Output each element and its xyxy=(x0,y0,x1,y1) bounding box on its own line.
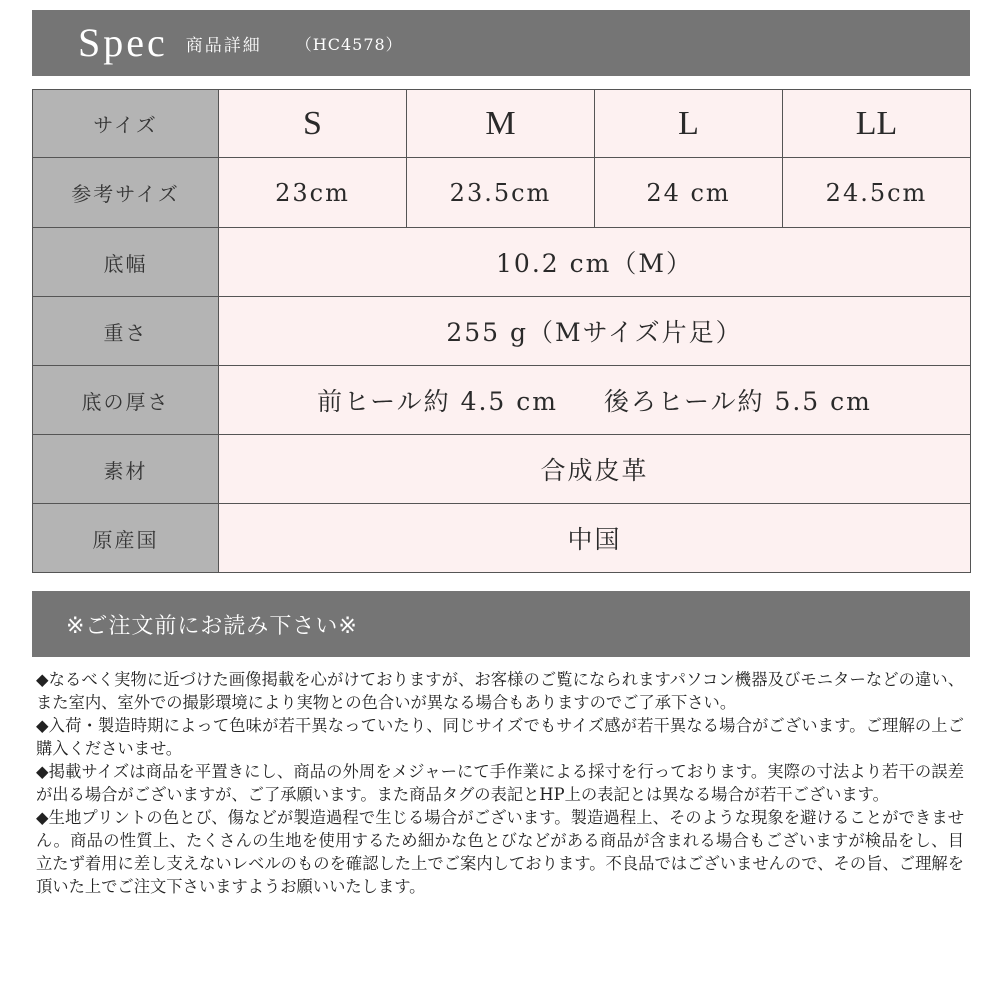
notice-header xyxy=(32,591,970,657)
size-ll: LL xyxy=(783,90,971,158)
note-paragraph: ◆掲載サイズは商品を平置きにし、商品の外周をメジャーにて手作業による採寸を行っております。実際の寸法より若干の誤差が出る場合がございますが、ご了承願います。また商品タグの表記とHP上の表記とは異なる場合が若干ございます。 xyxy=(36,762,964,804)
size-m: M xyxy=(407,90,595,158)
sole-width-label: 底幅 xyxy=(33,228,219,297)
weight-label: 重さ xyxy=(33,297,219,366)
material-label: 素材 xyxy=(33,435,219,504)
origin-label: 原産国 xyxy=(33,504,219,573)
note-paragraph: ◆生地プリントの色とび、傷などが製造過程で生じる場合がございます。製造過程上、そのような現象を避けることができません。商品の性質上、たくさんの生地を使用するため細かな色とびなどがある商品が含まれる場合もございますが検品をし、目立たず着用に差し支えないレベルのものを確認した上でご案内しております。不良品ではございませんので、その旨、ご理解を頂いた上でご注文下さいますようお願いいたします。 xyxy=(36,808,964,896)
size-s: S xyxy=(219,90,407,158)
origin-value: 中国 xyxy=(219,504,971,573)
notice-notes xyxy=(36,668,964,898)
ref-size-label: 参考サイズ xyxy=(33,158,219,228)
origin-row xyxy=(33,504,971,573)
material-value: 合成皮革 xyxy=(219,435,971,504)
notice-title: ※ご注文前にお読み下さい※ xyxy=(66,613,358,639)
size-label: サイズ xyxy=(33,90,219,158)
front-heel-value: 前ヒール約 4.5 cm xyxy=(317,387,558,416)
weight-row xyxy=(33,297,971,366)
back-heel-value: 後ろヒール約 5.5 cm xyxy=(604,387,872,416)
ref-size-s: 23cm xyxy=(219,158,407,228)
note-paragraph: ◆なるべく実物に近づけた画像掲載を心がけておりますが、お客様のご覧になられますパソコン機器及びモニターなどの違い、また室内、室外での撮影環境により実物との色合いが異なる場合もありますのでご了承下さい。 xyxy=(36,670,964,712)
ref-size-l: 24 cm xyxy=(595,158,783,228)
sole-width-value: 10.2 cm（M） xyxy=(219,228,971,297)
spec-subtitle: 商品詳細 xyxy=(185,35,262,56)
product-code: （HC4578） xyxy=(295,34,403,54)
ref-size-m: 23.5cm xyxy=(407,158,595,228)
size-row xyxy=(33,90,971,158)
size-l: L xyxy=(595,90,783,158)
ref-size-ll: 24.5cm xyxy=(783,158,971,228)
ref-size-row xyxy=(33,158,971,228)
spec-title: Spec xyxy=(78,20,168,65)
sole-width-row xyxy=(33,228,971,297)
spec-table xyxy=(32,89,971,573)
weight-value: 255 g（Mサイズ片足） xyxy=(219,297,971,366)
sole-thickness-value xyxy=(219,366,971,435)
sole-thickness-label: 底の厚さ xyxy=(33,366,219,435)
note-paragraph: ◆入荷・製造時期によって色味が若干異なっていたり、同じサイズでもサイズ感が若干異なる場合がございます。ご理解の上ご購入くださいませ。 xyxy=(36,716,964,758)
material-row xyxy=(33,435,971,504)
sole-thickness-row xyxy=(33,366,971,435)
spec-header xyxy=(32,10,970,76)
